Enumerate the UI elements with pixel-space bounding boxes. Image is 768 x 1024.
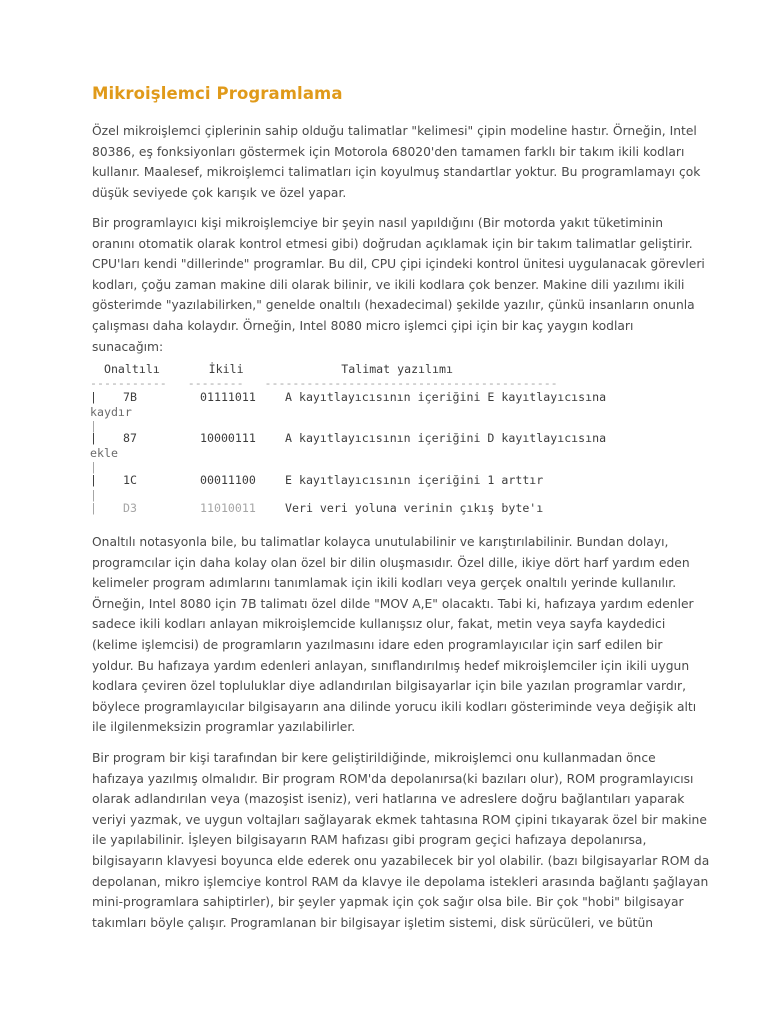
text-line: yoldur. Bu hafızaya yardım edenleri anlayan, sınıflandırılmış hedef mikroişlemciler için ikili uygun (92, 658, 690, 673)
row-pipe: | (90, 488, 97, 502)
row-hex: 7B (123, 390, 137, 404)
row-hex: D3 (123, 501, 137, 515)
row-continuation: kaydır (90, 405, 132, 419)
table-row (90, 501, 544, 515)
text-line: Örneğin, Intel 8080 için 7B talimatı özel dilde "MOV A,E" olacaktı. Tabi ki, hafızaya yardım edenler (92, 596, 694, 611)
text-line: olarak adlandırılan veya (mazoşist iseniz), veri hatlarına ve adreslere doğru bağlantıları yaparak (92, 792, 685, 807)
row-pipe: | (90, 431, 97, 445)
text-line: takımları böyle çalışır. Programlanan bir bilgisayar işletim sistemi, disk sürücüleri, ve bütün (92, 915, 654, 930)
text-line: kelimeler program adımlarını tanımlamak için ikili kodları veya gerçek onaltılı yerinde kullanılır. (92, 576, 677, 591)
row-pipe: | (90, 473, 97, 487)
text-line: düşük seviyede çok karışık ve özel yapar. (92, 185, 347, 200)
text-line: Bir programlayıcı kişi mikroişlemciye bir şeyin nasıl yapıldığını (Bir motorda yakıt tüketiminin (92, 216, 664, 230)
text-line: ile ilgilenmeksizin programlar yazılabilirler. (92, 720, 356, 735)
text-line: kodları, çoğu zaman makine dili olarak bilinir, ve ikili kodlara çok benzer. Makine dili yazılımı ikili (92, 277, 685, 292)
text-line: Özel mikroişlemci çiplerinin sahip olduğu talimatlar "kelimesi" çipin modeline hastır. Örneğin, Intel (92, 124, 697, 138)
text-line: çalışması daha kolaydır. Örneğin, Intel 8080 micro işlemci çipi için bir kaç yaygın kodları (92, 318, 634, 333)
row-binary: 00011100 (200, 473, 256, 487)
table-row (90, 473, 544, 487)
row-pipe: | (90, 390, 97, 404)
text-line: (kelime işlemcisi) de programların yazılmasını idare eden programlayıcılar için sarf edilen bir (92, 637, 663, 652)
row-hex: 1C (123, 473, 137, 487)
text-line: kullanır. Maalesef, mikroişlemci talimatları için koyulmuş standartlar yoktur. Bu programlamayı çok (92, 165, 701, 180)
table-header: Onaltılı İkili Talimat yazılımı (90, 362, 453, 376)
text-line: sunacağım: (92, 339, 164, 354)
row-continuation: ekle (90, 446, 118, 460)
row-binary: 01111011 (200, 390, 256, 404)
text-line: programcılar için daha kolay olan özel bir dilin oluşmasıdır. Özel dille, ikiye dört harf yardım eden (92, 555, 690, 570)
row-hex: 87 (123, 431, 137, 445)
row-binary: 10000111 (200, 431, 256, 445)
paragraph-intro (92, 121, 701, 203)
text-line: depolanan, mikro işlemciye kontrol RAM da klavye ile depolama istekleri arasında bağlantı şağlayan (92, 874, 709, 889)
text-line: sadece ikili kodları anlayan mikroişlemcide kullanışsız olur, fakat, metin veya sayfa kaydedici (92, 617, 666, 632)
row-instruction: A kayıtlayıcısının içeriğini D kayıtlayıcısına (285, 431, 607, 445)
row-instruction: A kayıtlayıcısının içeriğini E kayıtlayıcısına (285, 390, 607, 404)
text-line: ile yapılabilinir. İşleyen bilgisayarın RAM hafızası gibi program geçici hafızaya depolanırsa, (92, 833, 647, 848)
page-title: Mikroişlemci Programlama (92, 84, 343, 103)
row-binary: 11010011 (200, 501, 256, 515)
text-line: 80386, eş fonksiyonları göstermek için Motorola 68020'den tamamen farklı bir takım ikili kodları (92, 144, 685, 159)
row-pipe: | (90, 501, 97, 515)
paragraph-memory (92, 748, 710, 933)
text-line: böylece programlayıcılar bilgisayarın ana dilinde yorucu ikili kodları gösteriminde veya değişik altı (92, 699, 697, 714)
text-line: Bir program bir kişi tarafından bir kere geliştirildiğinde, mikroişlemci onu kullanmadan önce (92, 751, 656, 765)
table-row (90, 431, 607, 445)
text-line: bilgisayarın klavyesi boyunca elde ederek onu yazabilecek bir yol olabilir. (bazı bilgisayarlar ROM da (92, 853, 710, 868)
text-line: mini-programlara sahiptirler), bir şeyler yapmak için çok sağır olsa bile. Bir çok "hobi" bilgisayar (92, 895, 684, 910)
paragraph-programmer (92, 213, 705, 357)
text-line: CPU'ları kendi "dillerinde" programlar. Bu dil, CPU çipi içindeki kontrol ünitesi uygulanacak görevleri (92, 257, 705, 272)
row-pipe: | (90, 419, 97, 433)
text-line: gösterimde "yazılabilirken," genelde onaltılı (hexadecimal) şekilde yazılır, çünkü insanların onunla (92, 298, 695, 313)
row-instruction: E kayıtlayıcısının içeriğini 1 arttır (285, 473, 544, 487)
text-line: kodlara çeviren özel topluluklar diye adlandırılan bilgisayarlar için bile yazılan programlar vardır, (92, 679, 687, 694)
text-line: hafızaya yazılmış olmalıdır. Bir program ROM'da depolanırsa(ki bazıları olur), ROM programlayıcısı (92, 771, 694, 786)
text-line: veriyi yazmak, ve uygun voltajları sağlayarak ekmek tahtasına ROM çipini tıkayarak özel bir makine (92, 812, 707, 827)
row-pipe: | (90, 460, 97, 474)
table-row (90, 390, 607, 404)
text-line: oranını otomatik olarak kontrol etmesi gibi) doğrudan açıklamak için bir takım talimatlar geliştirir. (92, 236, 693, 251)
row-instruction: Veri veri yoluna verinin çıkış byte'ı (285, 501, 544, 515)
text-line: Onaltılı notasyonla bile, bu talimatlar kolayca unutulabilinir ve karıştırılabilinir. Bundan dolayı, (92, 535, 669, 549)
paragraph-mnemonics (92, 532, 697, 738)
table-separator: ----------- -------- ------------------------------------------ (90, 376, 558, 390)
